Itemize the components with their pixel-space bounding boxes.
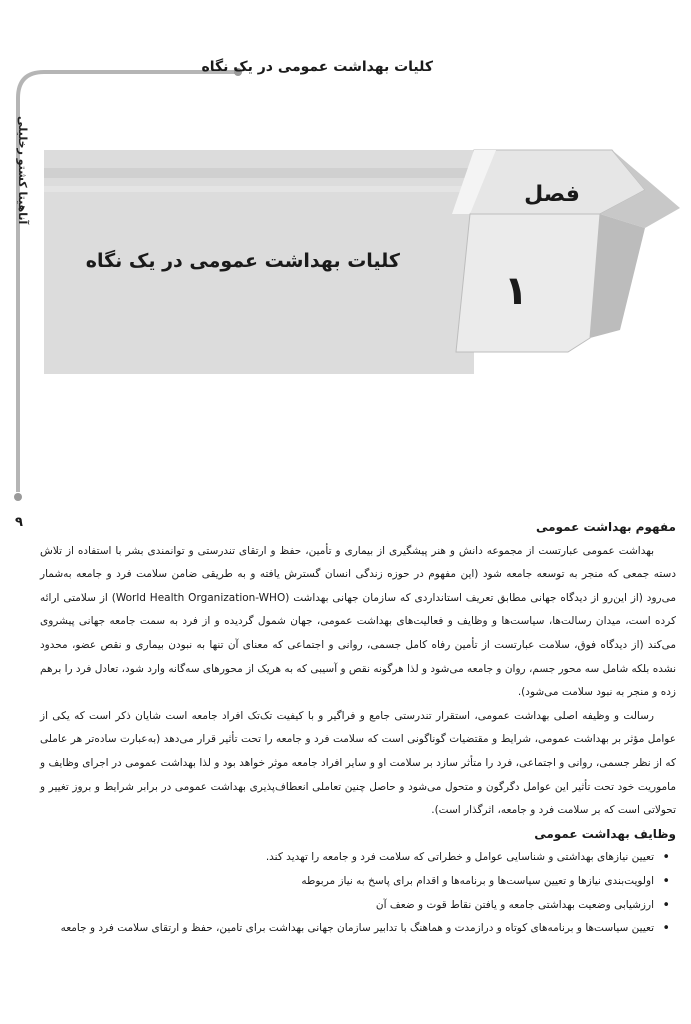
- body-paragraph: رسالت و وظیفه اصلی بهداشت عمومی، استقرار تندرستی جامع و فراگیر و با کیفیت تک‌تک افراد جامعه است شایان ذکر است که یکی از عوامل مؤثر بر بهداشت عمومی، شرایط و مقتضیات گوناگونی است که سلامت فرد و جامعه را تحت تأثیر قرار می‌دهد (به‌عبارت ساده‌تر هر عاملی که از نظر جسمی، روانی و اجتماعی، فرد را متأثر سازد بر سلامت او و سایر افراد جامعه موثر خواهد بود و لذا بهداشت عمومی در اجرای وظایف و ماموریت خود تحت تأثیر این عوامل دگرگون و متحول می‌شود و حاصل چنین تعاملی انعطاف‌پذیری بهداشت عمومی در برابر شرایط و بروز تغییر و تحولاتی است که بر سلامت فرد و جامعه، اثرگذار است).: [40, 709, 676, 817]
- list-item: • اولویت‌بندی نیازها و تعیین سیاست‌ها و برنامه‌ها و اقدام برای پاسخ به نیاز مربوطه: [40, 870, 654, 894]
- page-number: ۹: [15, 515, 23, 530]
- frame-guide-dot-bottom: [14, 493, 22, 501]
- list-item: • تعیین سیاست‌ها و برنامه‌های کوتاه و درازمدت و هماهنگ با تدابیر سازمان جهانی بهداشت برای تامین، حفظ و ارتقای سلامت فرد و جامعه: [40, 917, 654, 941]
- chapter-band-stripe-2: [44, 186, 474, 192]
- duties-list: [40, 846, 676, 940]
- chapter-title: کلیات بهداشت عمومی در یک نگاه: [85, 250, 400, 272]
- body-paragraph: بهداشت عمومی عبارتست از مجموعه دانش و هنر پیشگیری از بیماری و تأمین، حفظ و ارتقای تندرستی و توانمندی بشر با استفاده از تلاش دسته جمعی که منجر به توسعه جامعه شود (این مفهوم در حوزه زندگی انسان گسترش یافته و به طریقی ضامن سلامت فرد و جامعه به‌شمار می‌رود (از این‌رو از دیدگاه جهانی مطابق تعریف استانداردی که سازمان جهانی بهداشت (World Health Organization-WHO) از سلامتی ارائه کرده است، میدان رسالت‌ها، سیاست‌ها و وظایف و فعالیت‌های بهداشت عمومی، جهان شمول گردیده و از فرد به سمت جامعه جهانی پیشروی می‌کند (از دیدگاه فوق، سلامت عبارتست از تأمین رفاه کامل جسمی، روانی و اجتماعی که معنای آن تنها به نبودن بیماری و نقص عضو، محدود نشده بلکه شامل سه محور جسم، روان و جامعه می‌شود و لذا هرگونه نقص و آسیبی که به هریک از محورهای سه‌گانه وارد شود، تعادل فرد را برهم زده و منجر به نبود سلامت می‌شود).: [40, 544, 676, 699]
- chapter-band-stripe-1: [44, 168, 474, 178]
- body-content: [40, 516, 676, 941]
- chapter-number: ۱: [503, 268, 529, 314]
- chapter-label: فصل: [524, 182, 580, 207]
- section-heading: مفهوم بهداشت عمومی: [536, 520, 676, 534]
- section-heading: وظایف بهداشت عمومی: [534, 826, 676, 841]
- list-item: • تعیین نیازهای بهداشتی و شناسایی عوامل و خطراتی که سلامت فرد و جامعه را تهدید کند.: [40, 846, 654, 870]
- author-name-vertical: آناهیتا کشتو رخلیلی: [16, 115, 29, 225]
- running-header-title: کلیات بهداشت عمومی در یک نگاه: [201, 59, 433, 75]
- list-item: • ارزشیابی وضعیت بهداشتی جامعه و یافتن نقاط قوت و ضعف آن: [40, 894, 654, 918]
